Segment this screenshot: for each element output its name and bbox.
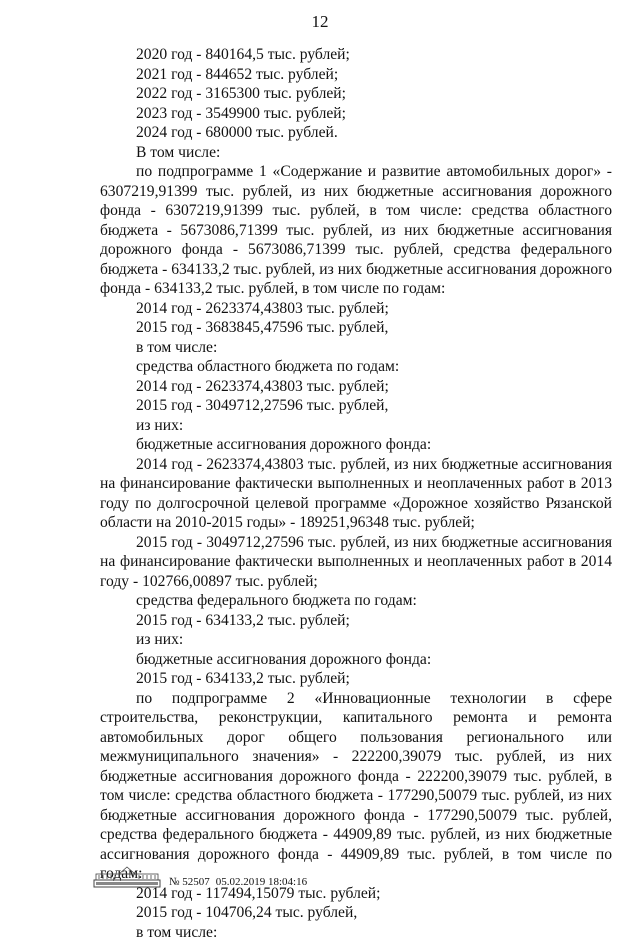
page-number: 12 xyxy=(0,12,640,32)
paragraph: средства федерального бюджета по годам: xyxy=(100,591,612,611)
paragraph: 2015 год - 3049712,27596 тыс. рублей, xyxy=(100,396,612,416)
paragraph: 2024 год - 680000 тыс. рублей. xyxy=(100,123,612,143)
paragraph: 2015 год - 3049712,27596 тыс. рублей, из них бюджетные ассигнования на финансирование фактически выполненных и неоплаченных работ в 2014 году - 102766,00897 тыс. рублей; xyxy=(100,533,612,592)
stamp-timestamp: 05.02.2019 18:04:16 xyxy=(216,876,307,888)
document-body xyxy=(100,45,612,942)
paragraph: средства областного бюджета по годам: xyxy=(100,357,612,377)
paragraph: по подпрограмме 1 «Содержание и развитие автомобильных дорог» - 6307219,91399 тыс. рублей, из них бюджетные ассигнования дорожного фонда - 6307219,91399 тыс. рублей, в том числе: средства областного бюджета - 5673086,71399 тыс. рублей, из них бюджетные ассигнования дорожного фонда - 5673086,71399 тыс. рублей, средства федерального бюджета - 634133,2 тыс. рублей, из них бюджетные ассигнования дорожного фонда - 634133,2 тыс. рублей, в том числе по годам: xyxy=(100,162,612,299)
paragraph: В том числе: xyxy=(100,143,612,163)
paragraph: 2014 год - 2623374,43803 тыс. рублей; xyxy=(100,299,612,319)
paragraph: 2015 год - 3683845,47596 тыс. рублей, xyxy=(100,318,612,338)
paragraph: в том числе: xyxy=(100,338,612,358)
document-stamp xyxy=(93,866,307,890)
paragraph: по подпрограмме 2 «Инновационные технологии в сфере строительства, реконструкции, капитального ремонта и ремонта автомобильных дорог общего пользования регионального или межмуниципального значения» - 222200,39079 тыс. рублей, из них бюджетные ассигнования дорожного фонда - 222200,39079 тыс. рублей, в том числе: средства областного бюджета - 177290,50079 тыс. рублей, из них бюджетные ассигнования дорожного фонда - 177290,50079 тыс. рублей, средства федерального бюджета - 44909,89 тыс. рублей, из них бюджетные ассигнования дорожного фонда - 44909,89 тыс. рублей, в том числе по годам: xyxy=(100,689,612,884)
building-logo-icon xyxy=(93,866,161,890)
paragraph: из них: xyxy=(100,630,612,650)
paragraph: 2014 год - 2623374,43803 тыс. рублей, из них бюджетные ассигнования на финансирование фактически выполненных и неоплаченных работ в 2013 году по долгосрочной целевой программе «Дорожное хозяйство Рязанской области на 2010-2015 годы» - 189251,96348 тыс. рублей; xyxy=(100,455,612,533)
paragraph: 2023 год - 3549900 тыс. рублей; xyxy=(100,104,612,124)
document-number: № 52507 xyxy=(169,876,210,888)
paragraph: 2015 год - 104706,24 тыс. рублей, xyxy=(100,903,612,923)
paragraph: из них: xyxy=(100,416,612,436)
paragraph: 2014 год - 2623374,43803 тыс. рублей; xyxy=(100,377,612,397)
paragraph: 2022 год - 3165300 тыс. рублей; xyxy=(100,84,612,104)
paragraph: бюджетные ассигнования дорожного фонда: xyxy=(100,435,612,455)
paragraph: 2015 год - 634133,2 тыс. рублей; xyxy=(100,611,612,631)
paragraph: бюджетные ассигнования дорожного фонда: xyxy=(100,650,612,670)
paragraph: 2020 год - 840164,5 тыс. рублей; xyxy=(100,45,612,65)
paragraph: 2015 год - 634133,2 тыс. рублей; xyxy=(100,669,612,689)
paragraph: 2021 год - 844652 тыс. рублей; xyxy=(100,65,612,85)
paragraph: 2014 год - 117494,15079 тыс. рублей; xyxy=(100,884,612,904)
paragraph: в том числе: xyxy=(100,923,612,942)
